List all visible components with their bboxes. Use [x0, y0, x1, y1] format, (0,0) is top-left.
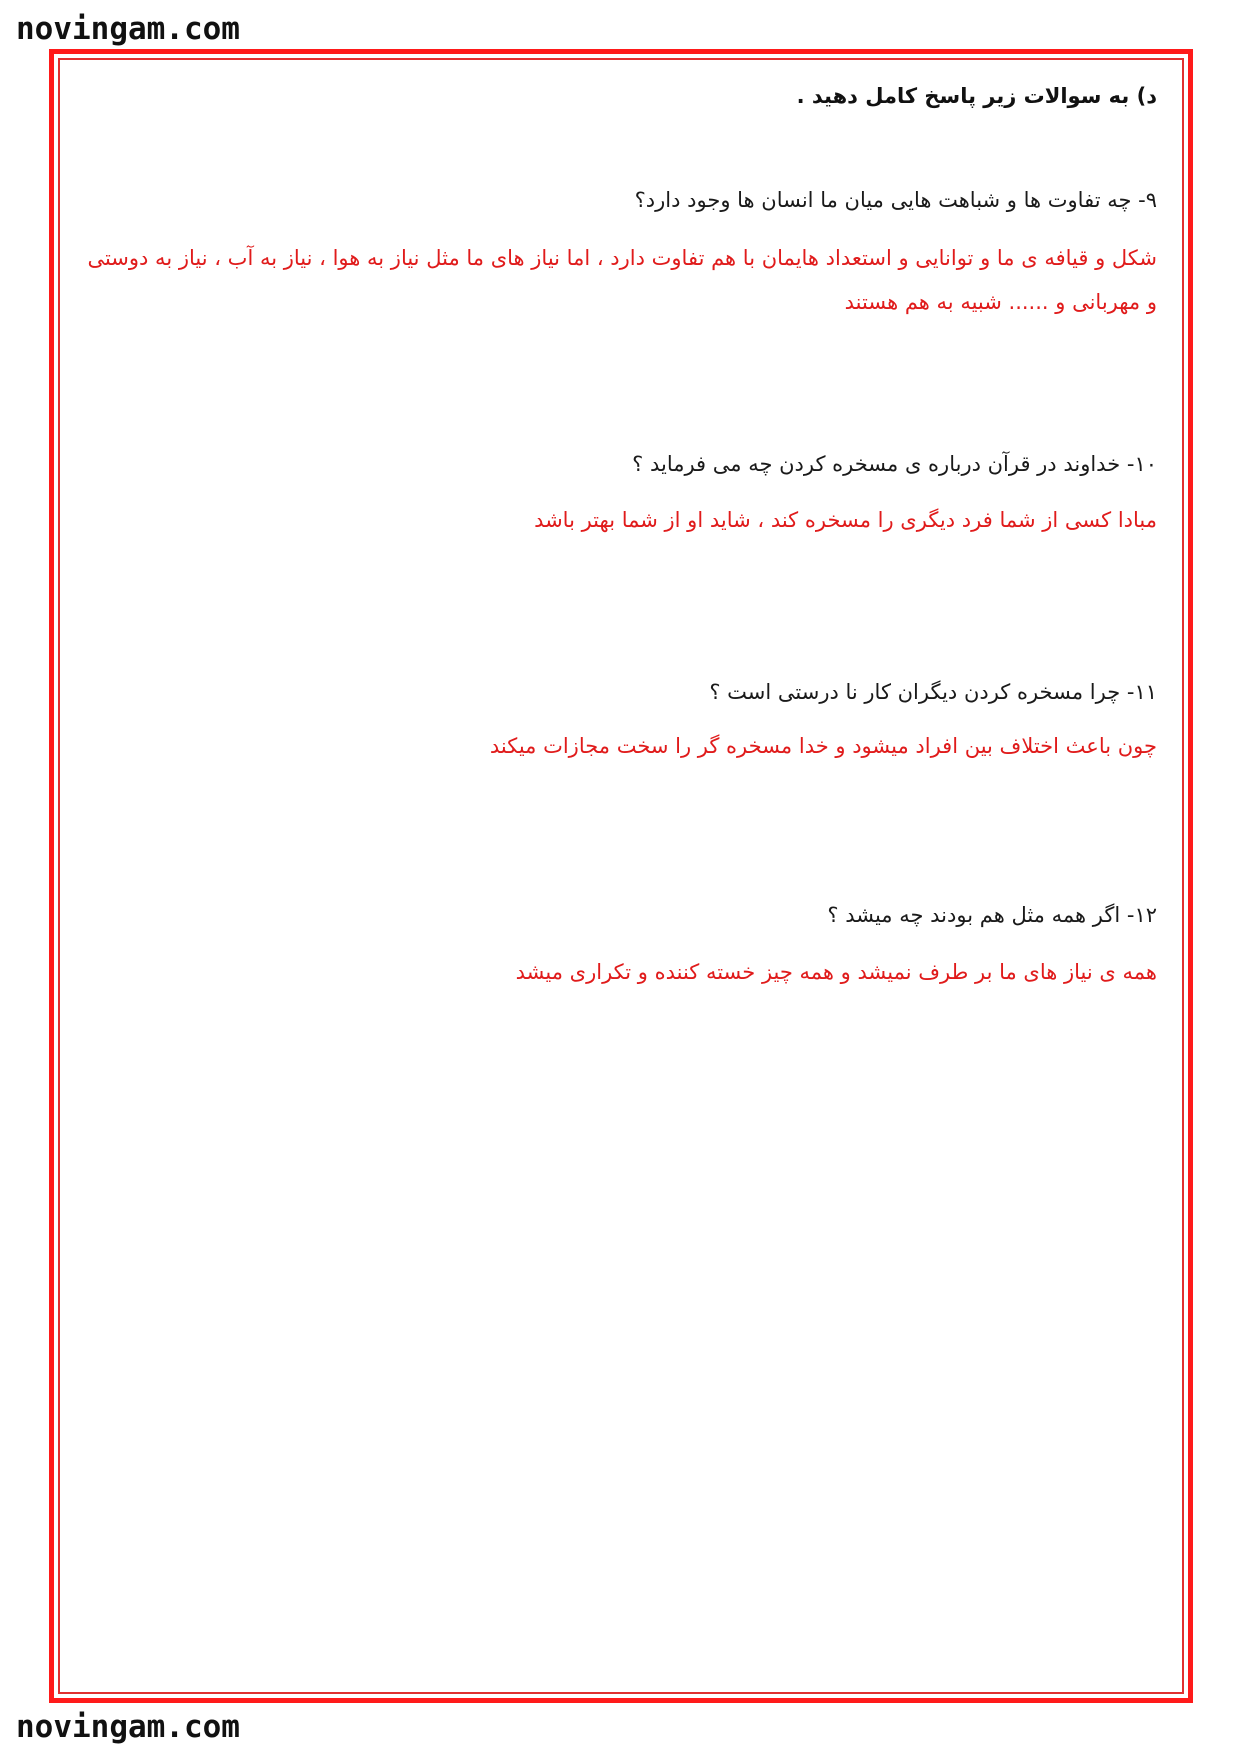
answer-12 — [70, 950, 1157, 994]
watermark-top: novingam.com — [16, 11, 240, 47]
answer-9-line-1: شکل و قیافه ی ما و توانایی و استعداد هایمان با هم تفاوت دارد ، اما نیاز های ما مثل نیاز به هوا ، نیاز به آب ، نیاز به دوستی — [87, 246, 1157, 270]
question-11: ۱۱- چرا مسخره کردن دیگران کار نا درستی است ؟ — [709, 680, 1157, 704]
section-heading: د) به سوالات زیر پاسخ کامل دهید . — [796, 84, 1157, 108]
answer-10 — [70, 498, 1157, 542]
answer-10-line-1: مبادا کسی از شما فرد دیگری را مسخره کند ، شاید او از شما بهتر باشد — [534, 508, 1157, 532]
answer-9-line-2: و مهربانی و ...... شبیه به هم هستند — [844, 290, 1157, 314]
watermark-bottom: novingam.com — [16, 1709, 240, 1745]
question-10: ۱۰- خداوند در قرآن درباره ی مسخره کردن چه می فرماید ؟ — [632, 452, 1157, 476]
answer-11-line-1: چون باعث اختلاف بین افراد میشود و خدا مسخره گر را سخت مجازات میکند — [489, 734, 1157, 758]
answer-12-line-1: همه ی نیاز های ما بر طرف نمیشد و همه چیز خسته کننده و تکراری میشد — [515, 960, 1157, 984]
answer-9 — [70, 236, 1157, 324]
question-12: ۱۲- اگر همه مثل هم بودند چه میشد ؟ — [827, 903, 1157, 927]
question-9: ۹- چه تفاوت ها و شباهت هایی میان ما انسان ها وجود دارد؟ — [634, 188, 1157, 212]
answer-11 — [70, 724, 1157, 768]
